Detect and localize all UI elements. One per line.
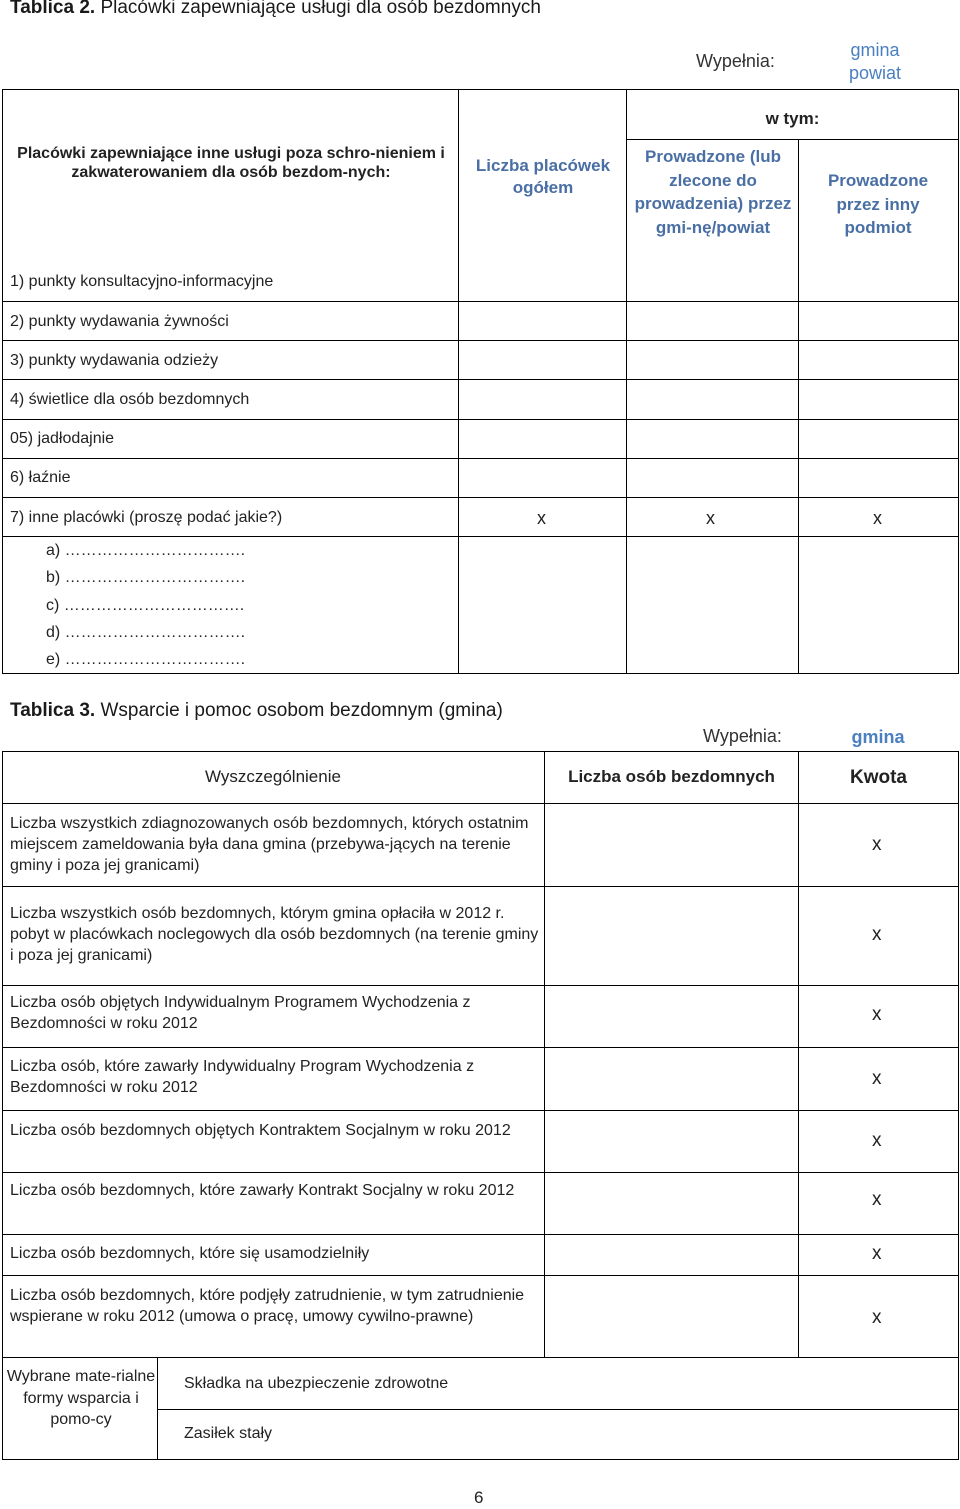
table3-row-1-text: Liczba wszystkich zdiagnozowanych osób bezdomnych, których ostatnim miejscem zameldowania była dana gmina (przebywa-jących na terenie gminy i poza jej granicami) (10, 815, 529, 874)
table2-header-run-by-gmina: Prowadzone (lub zlecone do prowadzenia) przez gmi-nę/powiat (634, 147, 792, 237)
table3-title-text: Wsparcie i pomoc osobom bezdomnym (gmina) (95, 700, 503, 721)
table3-title (10, 700, 503, 722)
table2-subrow-a: a) ……………………………. (46, 542, 246, 559)
table3-row-7-text: Liczba osób bezdomnych, które się usamodzielniły (10, 1245, 370, 1262)
table3-row-1-amount: x (872, 834, 882, 855)
table3-row-5-amount: x (872, 1130, 882, 1151)
table2-title-prefix: Tablica 2. (10, 0, 96, 18)
table2-row-4: 4) świetlice dla osób bezdomnych (10, 391, 250, 408)
table3-title-prefix: Tablica 3. (10, 700, 96, 721)
table3-row-8-text: Liczba osób bezdomnych, które podjęły zatrudnienie, w tym zatrudnienie wspierane w roku 2012 (umowa o pracę, umowy cywilno-prawne) (10, 1287, 525, 1325)
table3-header-amount: Kwota (850, 767, 907, 788)
table3-fill-label: Wypełnia: (703, 726, 782, 746)
table3-row-2-amount: x (872, 924, 882, 945)
table2-header-wtym: w tym: (765, 109, 820, 128)
table3-row-7-amount: x (872, 1243, 882, 1264)
table2-row7-mark-total: x (537, 508, 546, 528)
table2-row-7: 7) inne placówki (proszę podać jakie?) (10, 509, 283, 526)
table3-row-4-amount: x (872, 1068, 882, 1089)
table3-row-6-text: Liczba osób bezdomnych, które zawarły Kontrakt Socjalny w roku 2012 (10, 1182, 515, 1199)
table2-title-text: Placówki zapewniające usługi dla osób bezdomnych (95, 0, 541, 18)
table2-fill-values (830, 39, 920, 85)
table3-row-3-text: Liczba osób objętych Indywidualnym Programem Wychodzenia z Bezdomności w roku 2012 (10, 994, 471, 1032)
table3-row-5-text: Liczba osób bezdomnych objętych Kontraktem Socjalnym w roku 2012 (10, 1122, 511, 1139)
table2-header-total: Liczba placówek ogółem (475, 156, 611, 197)
table2-header-other: Prowadzone przez inny podmiot (827, 171, 929, 237)
table2-header-main: Placówki zapewniające inne usługi poza schro-nieniem i zakwaterowaniem dla osób bezdom-nych: (17, 145, 445, 181)
table3-row-2-text: Liczba wszystkich osób bezdomnych, którym gmina opłaciła w 2012 r. pobyt w placówkach noclegowych dla osób bezdomnych (na terenie gminy i poza jej granicami) (10, 905, 539, 964)
fill-value-gmina: gmina (850, 40, 900, 60)
table2-fill-label: Wypełnia: (696, 51, 775, 71)
table2-row-6: 6) łaźnie (10, 469, 71, 486)
table3-row-4-text: Liczba osób, które zawarły Indywidualny Program Wychodzenia z Bezdomności w roku 2012 (10, 1058, 475, 1096)
page-number: 6 (474, 1488, 484, 1507)
table3-header-count: Liczba osób bezdomnych (568, 767, 775, 786)
table2-row-2: 2) punkty wydawania żywności (10, 313, 229, 330)
table3-row-3-amount: x (872, 1004, 882, 1025)
table2-row-1: 1) punkty konsultacyjno-informacyjne (10, 273, 274, 290)
table3-fill-value: gmina (851, 727, 905, 747)
table2-subrow-c: c) ……………………………. (46, 597, 245, 614)
table3-material-item-2: Zasiłek stały (184, 1425, 273, 1442)
fill-value-powiat: powiat (848, 63, 902, 83)
table2-subrow-e: e) ……………………………. (46, 651, 246, 668)
table2-subrow-d: d) ……………………………. (46, 624, 246, 641)
table3-header-spec: Wyszczególnienie (205, 767, 341, 786)
table2-row-3: 3) punkty wydawania odzieży (10, 352, 219, 369)
table3-material-label: Wybrane mate-rialne formy wsparcia i pomo-cy (6, 1368, 156, 1428)
table2-row7-mark-other: x (873, 508, 882, 528)
table2-subrow-b: b) ……………………………. (46, 569, 246, 586)
table2-row-5: 05) jadłodajnie (10, 430, 115, 447)
table3-row-8-amount: x (872, 1307, 882, 1328)
table3-row-6-amount: x (872, 1189, 882, 1210)
table2-title (10, 0, 541, 19)
table3-material-item-1: Składka na ubezpieczenie zdrowotne (184, 1375, 449, 1392)
table2-row7-mark-gmina: x (706, 508, 715, 528)
